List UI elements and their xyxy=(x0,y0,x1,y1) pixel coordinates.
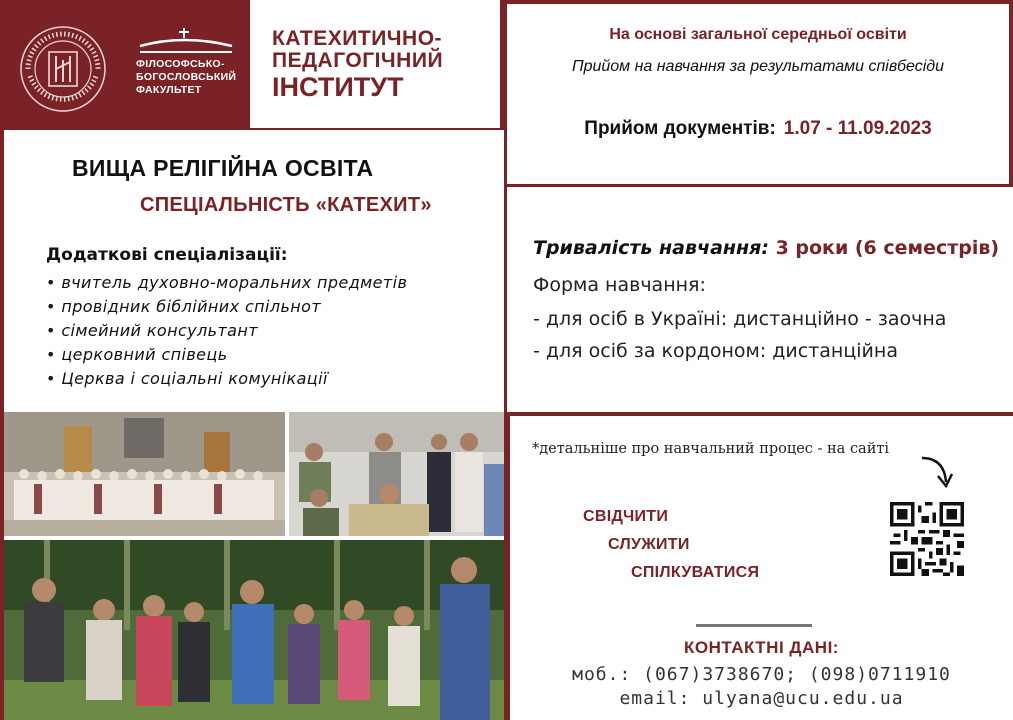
list-item: • церковний співець xyxy=(46,343,407,367)
contact-email[interactable]: email: ulyana@ucu.edu.ua xyxy=(619,688,904,709)
faculty-line: ФАКУЛЬТЕТ xyxy=(136,84,202,97)
qr-code-icon[interactable] xyxy=(890,502,964,576)
ucu-seal-logo-icon xyxy=(18,24,108,114)
form-abroad: - для осіб за кордоном: дистанційна xyxy=(533,340,898,362)
faculty-line: ФІЛОСОФСЬКО- xyxy=(136,58,225,70)
contact-phone[interactable]: моб.: (067)3738670; (098)0711910 xyxy=(572,664,951,685)
program-title: ВИЩА РЕЛІГІЙНА ОСВІТА xyxy=(72,155,374,181)
divider xyxy=(696,624,812,627)
admission-basis: На основі загальної середньої освіти xyxy=(609,26,907,43)
list-item: • вчитель духовно-моральних предметів xyxy=(46,271,407,295)
institute-box xyxy=(250,0,500,128)
motto-witness: СВІДЧИТИ xyxy=(583,508,669,525)
faculty-line: БОГОСЛОВСЬКИЙ xyxy=(136,71,237,84)
motto-serve: СЛУЖИТИ xyxy=(608,536,690,553)
contacts-title: КОНТАКТНІ ДАНІ: xyxy=(684,638,839,657)
admission-method: Прийом на навчання за результатами співбесіди xyxy=(571,58,945,75)
study-duration: Тривалість навчання: 3 роки (6 семестрів) xyxy=(533,237,1000,259)
motto-communicate: СПІЛКУВАТИСЯ xyxy=(631,564,760,581)
program-specialty: СПЕЦІАЛЬНІСТЬ «КАТЕХИТ» xyxy=(140,194,432,216)
contacts-box xyxy=(510,416,1013,720)
extra-specializations-list xyxy=(46,271,407,391)
list-item: • провідник біблійних спільнот xyxy=(46,295,407,319)
duration-label: Тривалість навчання xyxy=(533,237,762,259)
accent-line xyxy=(510,413,620,416)
group-photo-church xyxy=(4,412,285,536)
admission-docs xyxy=(507,118,1009,140)
institute-title xyxy=(272,28,443,101)
docs-label: Прийом документів: xyxy=(584,118,776,139)
group-photo-outdoor xyxy=(4,540,504,720)
admission-box xyxy=(507,4,1009,184)
group-photo-class xyxy=(289,412,504,536)
curved-arrow-icon xyxy=(916,452,956,492)
institute-line: ПЕДАГОГІЧНИЙ xyxy=(272,49,444,73)
accent-line xyxy=(507,184,697,187)
institute-line: КАТЕХИТИЧНО- xyxy=(272,27,443,50)
list-item: • Церква і соціальні комунікації xyxy=(46,367,407,391)
study-info-box xyxy=(507,187,1013,412)
duration-value: 3 роки (6 семестрів) xyxy=(775,237,1000,259)
institute-line: ІНСТИТУТ xyxy=(272,72,404,103)
study-form: Форма навчання: xyxy=(533,274,706,296)
website-note: *детальніше про навчальний процес - на сайті xyxy=(532,441,890,457)
extra-specializations-title: Додаткові спеціалізації: xyxy=(46,245,288,265)
list-item: • сімейний консультант xyxy=(46,319,407,343)
form-ukraine: - для осіб в Україні: дистанційно - заочна xyxy=(533,308,947,330)
docs-dates: 1.07 - 11.09.2023 xyxy=(783,118,932,139)
form-label: Форма навчання xyxy=(533,274,700,296)
faculty-name xyxy=(136,58,236,97)
